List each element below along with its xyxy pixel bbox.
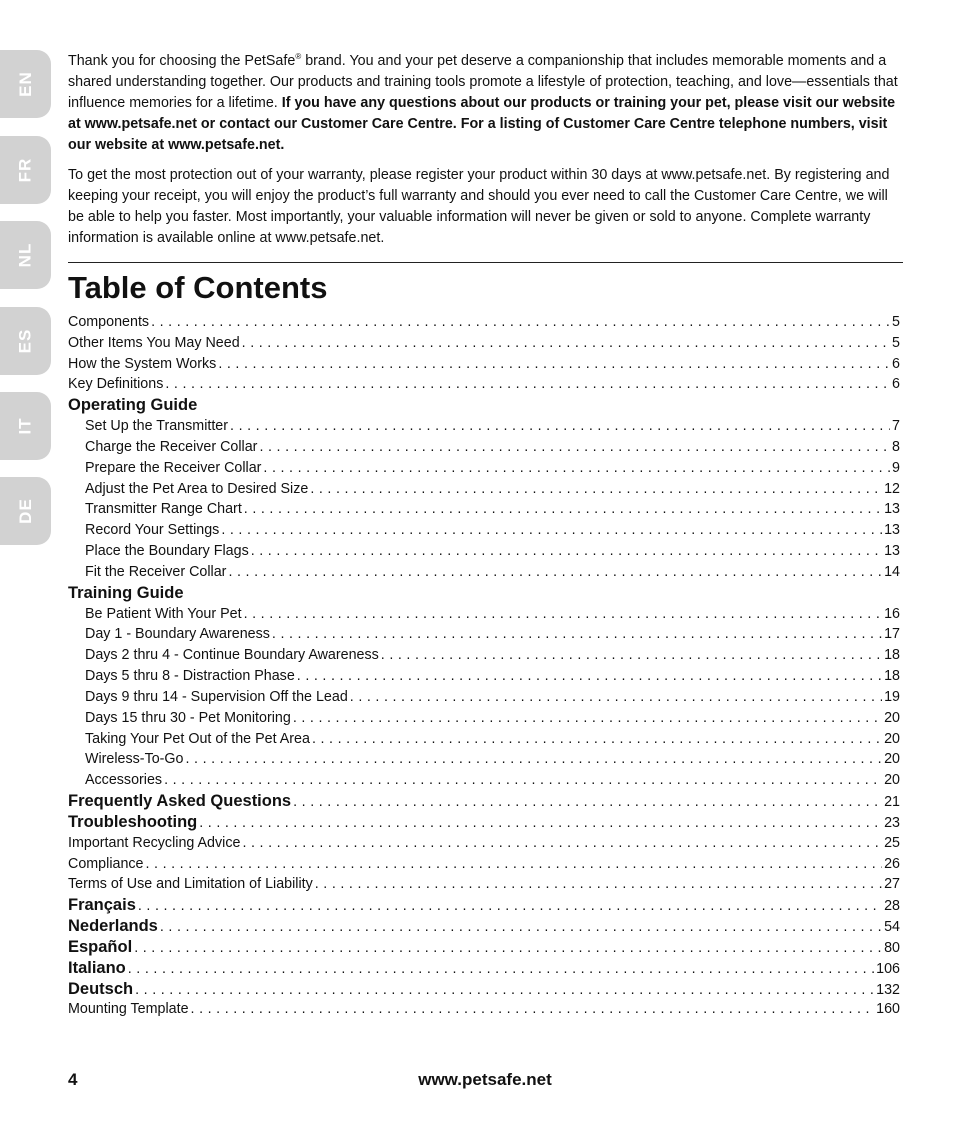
language-tab-nl[interactable] [0,221,51,289]
language-tab-fr[interactable] [0,136,51,204]
toc-entry-label: Transmitter Range Chart [85,501,242,518]
toc-entry-page: 13 [884,501,900,518]
toc-leader-dots [146,854,883,875]
toc-entry[interactable] [68,729,900,750]
toc-entry-page: 20 [884,751,900,768]
toc-entry-label: Troubleshooting [68,812,198,831]
toc-entry[interactable] [68,458,900,479]
toc-leader-dots [151,312,890,333]
toc-entry-page: 9 [892,459,900,476]
toc-entry-label: Nederlands [68,917,158,936]
toc-leader-dots [350,687,882,708]
toc-entry[interactable] [68,541,900,562]
language-tab-label: IT [15,417,35,435]
toc-entry[interactable] [68,791,900,812]
toc-leader-dots [230,416,890,437]
toc-entry-page: 7 [892,418,900,435]
toc-section-heading [68,583,900,604]
toc-leader-dots [242,833,882,854]
toc-entry-page: 19 [884,688,900,705]
toc-entry-label: Italiano [68,958,126,977]
toc-leader-dots [191,999,875,1020]
toc-entry-label: Important Recycling Advice [68,834,241,851]
toc-leader-dots [221,520,882,541]
intro-paragraph-2: To get the most protection out of your warranty, please register your product within 30 days at www.petsafe.net. By registering and keeping your receipt, you will enjoy the product’s full warranty and should you ever need to call the Customer Care Centre, we will be able to help you faster. Most importantly, your valuable information will never be given or sold to anyone. Complete warranty information is available online at www.petsafe.net. [68,166,890,246]
toc-entry[interactable] [68,666,900,687]
toc-entry-page: 18 [884,647,900,664]
toc-leader-dots [244,499,882,520]
toc-leader-dots [242,333,890,354]
toc-entry[interactable] [68,520,900,541]
footer-url[interactable]: www.petsafe.net [418,1070,552,1089]
section-divider [68,262,903,263]
toc-entry-label: Español [68,937,133,956]
language-tab-it[interactable] [0,392,51,460]
language-tab-de[interactable] [0,477,51,545]
toc-entry-page: 12 [884,480,900,497]
toc-entry-label: Prepare the Receiver Collar [85,459,262,476]
intro-text: brand. You and your pet deserve a companionship that includes memorable moments and a shared understanding together. Our products and training tools promote a lifestyle of protection, teaching, and love—essentials that influence memories for a lifetime. [68,52,898,111]
toc-entry-page: 21 [884,794,900,811]
toc-entry-label: Be Patient With Your Pet [85,605,242,622]
toc-entry-label: Compliance [68,855,144,872]
toc-section-heading [68,395,900,416]
toc-entry-label: Adjust the Pet Area to Desired Size [85,480,309,497]
toc-leader-dots [312,729,882,750]
toc-entry[interactable] [68,749,900,770]
toc-entry-page: 16 [884,605,900,622]
toc-entry-label: Components [68,314,150,330]
toc-entry-page: 13 [884,522,900,539]
toc-entry-page: 28 [884,898,900,915]
toc-leader-dots [164,770,882,791]
toc-entry-label: Accessories [85,772,163,789]
toc-entry-label: Mounting Template [68,1001,189,1018]
toc-entry-page: 20 [884,709,900,726]
language-tab-en[interactable] [0,50,51,118]
toc-leader-dots [128,959,874,979]
toc-entry-page: 14 [884,563,900,580]
toc-title: Table of Contents [68,270,328,305]
toc-entry[interactable] [68,354,900,375]
toc-entry[interactable] [68,312,900,333]
toc-entry-page: 26 [884,855,900,872]
toc-entry-page: 17 [884,626,900,643]
toc-leader-dots [218,354,890,375]
toc-entry[interactable] [68,937,900,958]
toc-entry[interactable] [68,770,900,791]
toc-entry-label: Key Definitions [68,376,164,393]
toc-entry[interactable] [68,479,900,500]
toc-entry-label: How the System Works [68,355,217,372]
toc-leader-dots [251,541,882,562]
toc-leader-dots [135,980,874,1000]
toc-entry[interactable] [68,812,900,833]
language-tab-label: DE [15,498,35,524]
toc-entry-label: Day 1 - Boundary Awareness [85,626,270,643]
intro-text: Thank you for choosing the PetSafe [68,52,296,69]
toc-leader-dots [259,437,890,458]
toc-leader-dots [297,666,882,687]
toc-entry[interactable] [68,895,900,916]
language-tab-label: ES [15,328,35,354]
toc-entry[interactable] [68,645,900,666]
toc-entry-label: Days 2 thru 4 - Continue Boundary Awareness [85,647,379,664]
toc-entry[interactable] [68,687,900,708]
toc-leader-dots [165,374,890,395]
toc-leader-dots [134,938,882,958]
toc-leader-dots [138,896,882,916]
page-number: 4 [68,1070,78,1089]
toc-entry[interactable] [68,833,900,854]
language-tab-label: NL [15,242,35,268]
language-tab-es[interactable] [0,307,51,375]
toc-entry[interactable] [68,499,900,520]
toc-entry-page: 5 [892,334,900,351]
toc-entry[interactable] [68,874,900,895]
toc-entry-page: 160 [876,1001,900,1018]
page-footer [68,1070,902,1094]
toc-entry-label: Training Guide [68,583,184,602]
toc-entry-label: Record Your Settings [85,522,220,539]
toc-entry-page: 54 [884,919,900,936]
toc-entry[interactable] [68,958,900,979]
toc-entry-label: Days 9 thru 14 - Supervision Off the Lead [85,688,348,705]
table-of-contents [68,312,900,1020]
toc-entry-page: 18 [884,668,900,685]
toc-entry[interactable] [68,604,900,625]
toc-entry-page: 80 [884,939,900,956]
toc-entry-label: Wireless-To-Go [85,751,184,768]
toc-entry-page: 20 [884,730,900,747]
toc-leader-dots [293,792,882,812]
toc-entry-label: Days 5 thru 8 - Distraction Phase [85,668,295,685]
intro-section [68,46,902,258]
intro-paragraph-1 [68,46,902,156]
toc-leader-dots [310,479,882,500]
toc-entry[interactable] [68,562,900,583]
toc-entry-page: 5 [892,314,900,330]
toc-entry-label: Set Up the Transmitter [85,418,229,435]
toc-entry-page: 23 [884,814,900,831]
toc-entry[interactable] [68,416,900,437]
toc-entry[interactable] [68,708,900,729]
toc-entry-page: 27 [884,876,900,893]
toc-leader-dots [263,458,890,479]
toc-entry-page: 13 [884,543,900,560]
toc-entry-page: 6 [892,376,900,393]
toc-entry-page: 132 [876,981,900,998]
toc-entry-page: 8 [892,438,900,455]
toc-entry-page: 20 [884,772,900,789]
intro-contact-bold: If you have any questions about our products or training your pet, please visit our website at www.petsafe.net or contact our Customer Care Centre. For a listing of Customer Care Centre telephone numbers, visit our website at www.petsafe.net. [68,94,896,153]
toc-entry-label: Fit the Receiver Collar [85,563,227,580]
toc-entry[interactable] [68,916,900,937]
toc-entry-label: Français [68,896,136,915]
toc-entry-label: Days 15 thru 30 - Pet Monitoring [85,709,291,726]
toc-entry-label: Operating Guide [68,396,198,415]
toc-leader-dots [272,624,882,645]
toc-leader-dots [315,874,882,895]
toc-entry-label: Charge the Receiver Collar [85,438,258,455]
toc-leader-dots [186,749,883,770]
toc-leader-dots [381,645,882,666]
toc-entry[interactable] [68,999,900,1020]
toc-entry-label: Place the Boundary Flags [85,543,249,560]
toc-entry[interactable] [68,374,900,395]
toc-entry-label: Other Items You May Need [68,334,240,351]
toc-entry[interactable] [68,854,900,875]
language-tab-label: FR [15,157,35,183]
language-tab-label: EN [15,71,35,97]
toc-entry[interactable] [68,333,900,354]
toc-entry[interactable] [68,979,900,1000]
toc-entry-label: Taking Your Pet Out of the Pet Area [85,730,310,747]
toc-entry-page: 25 [884,834,900,851]
toc-leader-dots [199,813,882,833]
toc-entry[interactable] [68,437,900,458]
toc-entry-label: Deutsch [68,979,134,998]
toc-leader-dots [293,708,882,729]
toc-entry[interactable] [68,624,900,645]
toc-entry-page: 6 [892,355,900,372]
toc-entry-page: 106 [876,960,900,977]
registered-mark: ® [295,52,302,61]
toc-leader-dots [244,604,883,625]
toc-entry-label: Terms of Use and Limitation of Liability [68,876,313,893]
toc-leader-dots [160,917,882,937]
toc-entry-label: Frequently Asked Questions [68,792,292,811]
toc-leader-dots [228,562,882,583]
